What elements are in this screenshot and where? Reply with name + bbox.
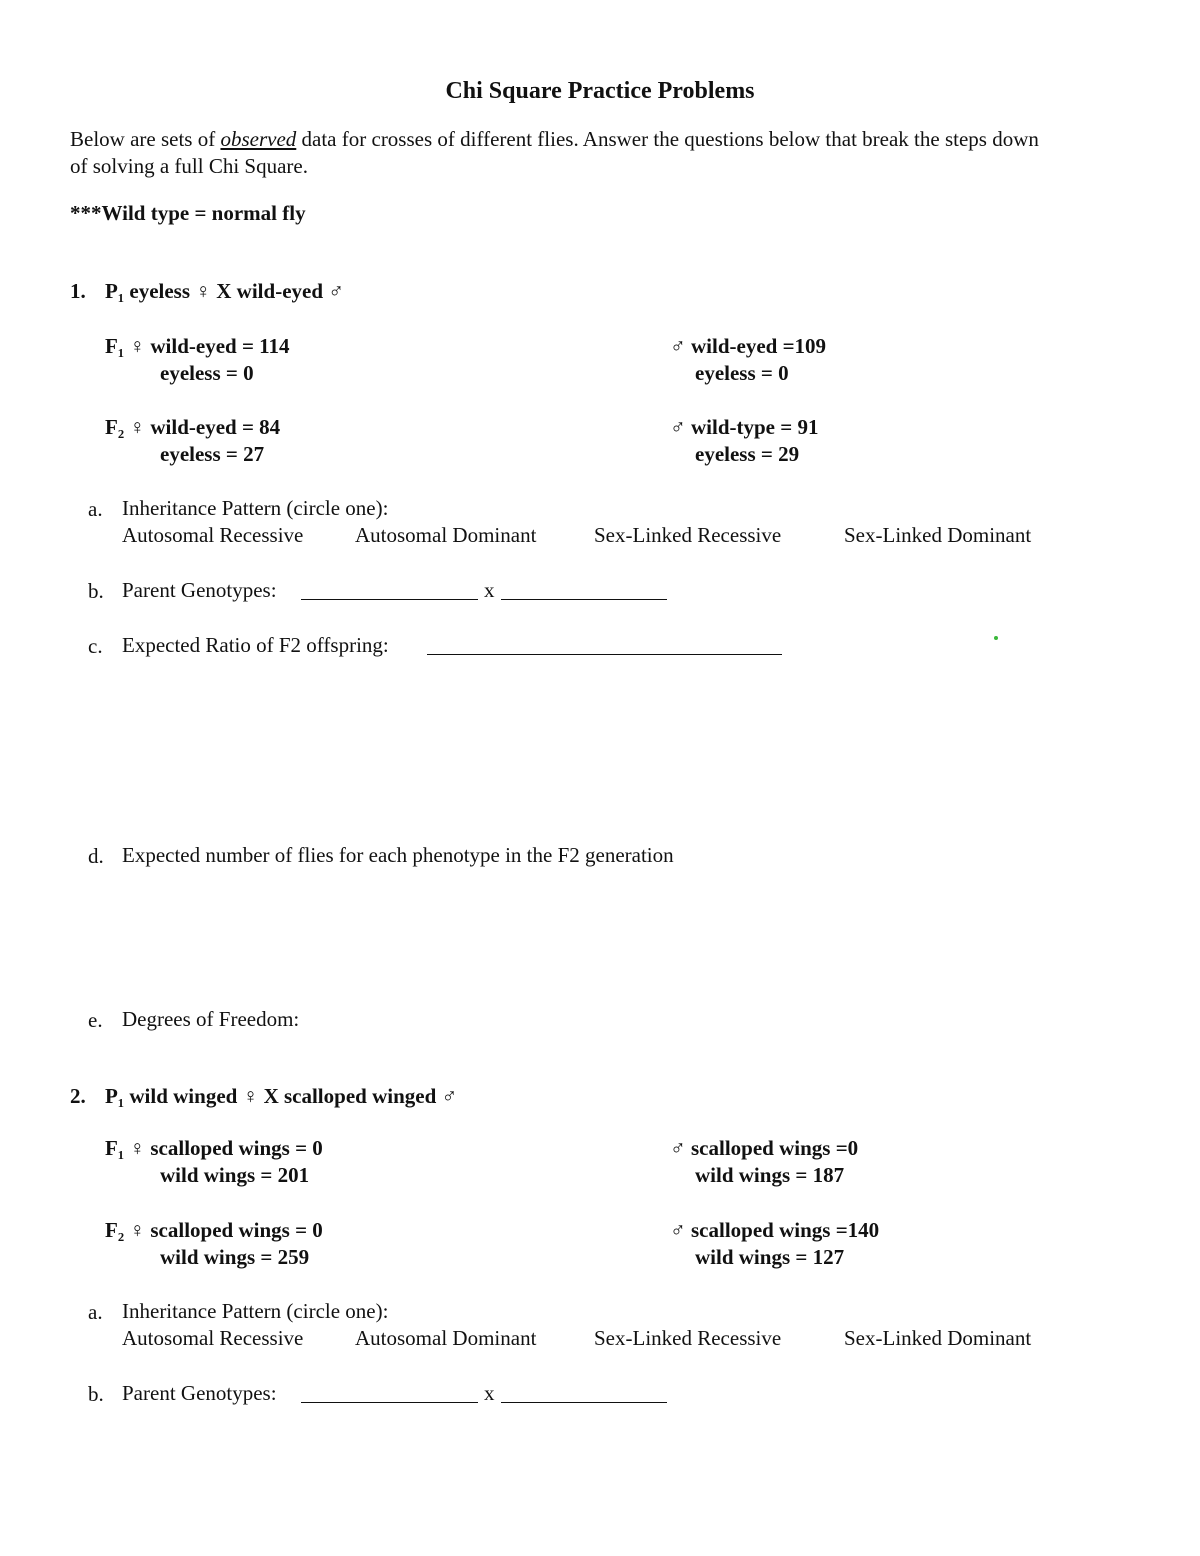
p1-qc-letter: c. (88, 634, 103, 658)
p1-choice-sex-linked-dominant[interactable]: Sex-Linked Dominant (844, 523, 1032, 547)
green-dot-mark (994, 636, 998, 640)
p1-choice-autosomal-recessive[interactable]: Autosomal Recessive (122, 523, 304, 547)
p2-f2-female-line-2: wild wings = 259 (160, 1245, 310, 1269)
p2-f2-male-line-1: ♂ scalloped wings =140 (670, 1218, 880, 1242)
wild-type-note: ***Wild type = normal fly (70, 201, 306, 225)
p1-f2-male-line-1: ♂ wild-type = 91 (670, 415, 819, 439)
p1-expected-ratio-blank[interactable] (427, 638, 782, 659)
p1-qa-letter: a. (88, 497, 103, 521)
intro-text-after: data for crosses of different flies. Answer the questions below that break the steps down (296, 127, 1039, 151)
p2-choice-autosomal-dominant[interactable]: Autosomal Dominant (355, 1326, 537, 1350)
p2-f1-female-line-1: F₁ ♀ scalloped wings = 0 (105, 1136, 323, 1160)
p1-parent-genotype-blank-1[interactable] (301, 583, 478, 604)
p1-qd-letter: d. (88, 844, 104, 868)
p1-parent-genotype-blank-2[interactable] (501, 583, 667, 604)
p2-qa-letter: a. (88, 1300, 103, 1324)
p1-qb-letter: b. (88, 579, 104, 603)
p2-parent-genotype-blank-2[interactable] (501, 1386, 667, 1407)
page-title: Chi Square Practice Problems (445, 78, 755, 104)
p2-f1-male-line-2: wild wings = 187 (695, 1163, 845, 1187)
problem-2-number: 2. (70, 1084, 86, 1108)
p1-f2-female-line-2: eyeless = 27 (160, 442, 265, 466)
p1-qc-text: Expected Ratio of F2 offspring: (122, 633, 389, 657)
p2-qa-text: Inheritance Pattern (circle one): (122, 1299, 389, 1323)
p2-parent-genotype-blank-1[interactable] (301, 1386, 478, 1407)
intro-line-2: of solving a full Chi Square. (70, 154, 308, 178)
p1-f2-female-line-1: F₂ ♀ wild-eyed = 84 (105, 415, 281, 439)
p1-qe-text: Degrees of Freedom: (122, 1007, 300, 1031)
p1-qa-text: Inheritance Pattern (circle one): (122, 496, 389, 520)
p2-f1-male-line-1: ♂ scalloped wings =0 (670, 1136, 859, 1160)
p2-qb-text: Parent Genotypes: (122, 1381, 277, 1405)
intro-text-before: Below are sets of (70, 127, 221, 151)
p1-choice-sex-linked-recessive[interactable]: Sex-Linked Recessive (594, 523, 782, 547)
p1-qe-letter: e. (88, 1008, 103, 1032)
problem-1-number: 1. (70, 279, 86, 303)
p1-f1-female-line-1: F₁ ♀ wild-eyed = 114 (105, 334, 290, 358)
p1-f1-male-line-1: ♂ wild-eyed =109 (670, 334, 827, 358)
p1-qb-x: x (484, 578, 495, 602)
p1-f2-male-line-2: eyeless = 29 (695, 442, 800, 466)
p2-qb-x: x (484, 1381, 495, 1405)
p2-choice-sex-linked-dominant[interactable]: Sex-Linked Dominant (844, 1326, 1032, 1350)
problem-2-heading: P₁ wild winged ♀ X scalloped winged ♂ (105, 1084, 458, 1108)
p2-f2-female-line-1: F₂ ♀ scalloped wings = 0 (105, 1218, 323, 1242)
intro-emphasis: observed (220, 127, 297, 151)
p1-f1-female-line-2: eyeless = 0 (160, 361, 254, 385)
p2-f1-female-line-2: wild wings = 201 (160, 1163, 310, 1187)
p1-f1-male-line-2: eyeless = 0 (695, 361, 789, 385)
p1-qb-text: Parent Genotypes: (122, 578, 277, 602)
p2-choice-sex-linked-recessive[interactable]: Sex-Linked Recessive (594, 1326, 782, 1350)
p1-choice-autosomal-dominant[interactable]: Autosomal Dominant (355, 523, 537, 547)
intro-line-1 (70, 129, 1039, 150)
p2-f2-male-line-2: wild wings = 127 (695, 1245, 845, 1269)
p2-qb-letter: b. (88, 1382, 104, 1406)
p1-qd-text: Expected number of flies for each phenotype in the F2 generation (122, 843, 674, 867)
p2-choice-autosomal-recessive[interactable]: Autosomal Recessive (122, 1326, 304, 1350)
problem-1-heading: P₁ eyeless ♀ X wild-eyed ♂ (105, 279, 345, 303)
